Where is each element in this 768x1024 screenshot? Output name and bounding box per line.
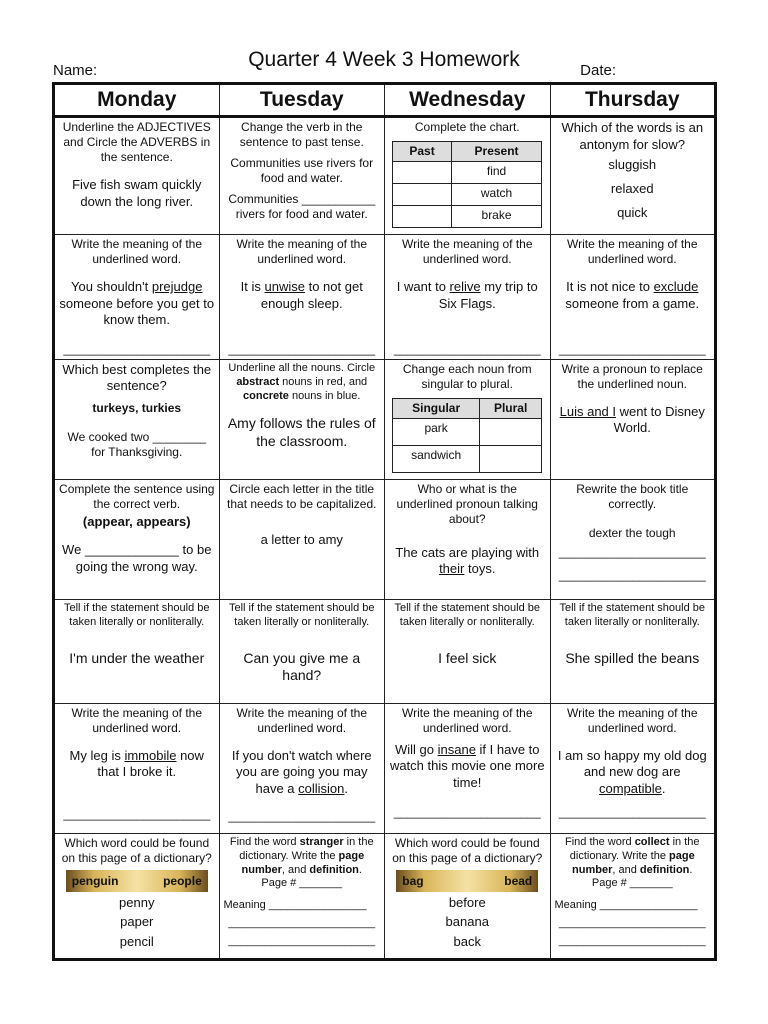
instruction: Who or what is the underlined pronoun talking about? [396,482,538,526]
answer-line[interactable]: ________________________ [558,916,706,929]
cell-mon-6 [54,704,220,834]
option: penny [119,895,155,910]
statement: I feel sick [438,649,497,666]
instruction: Change each noun from singular to plural. [402,362,532,391]
cell-wed-3 [385,360,551,480]
cell-mon-5 [54,600,220,704]
guide-word: people [163,874,202,888]
cell-thu-3 [550,360,716,480]
book-title: dexter the tough [588,526,676,540]
day-header-row [54,84,716,117]
instruction: Change the verb in the sentence to past tense. [239,120,364,150]
cell-thu-6 [550,704,716,834]
underlined-word: insane [437,742,476,757]
cell-wed-6 [385,704,551,834]
guide-word: penguin [71,874,119,888]
option: pencil [119,933,154,949]
option: back [453,933,481,949]
option: paper [120,914,154,930]
underlined-word: compatible [599,780,662,796]
answer-line[interactable]: ________________________ [228,934,376,947]
cell-tue-5 [219,600,385,704]
day-monday: Monday [54,84,220,117]
chart-cell: watch [451,184,541,206]
instruction: Write the meaning of the underlined word. [71,706,203,735]
task-row-4 [54,480,716,600]
instruction: Which of the words is an antonym for slow? [561,120,704,152]
option: sluggish [608,156,657,172]
day-tuesday: Tuesday [219,84,385,117]
answer-line[interactable]: ________________________ [228,916,376,929]
instruction: Rewrite the book title correctly. [576,482,689,511]
sentence: I am so happy my old dog and new dog are compatible. [557,748,707,796]
sentence: It is unwise to not get enough sleep. [240,279,363,311]
answer-line[interactable]: ______________________ [63,806,211,821]
cell-tue-1 [219,117,385,235]
instruction: Tell if the statement should be taken literally or nonliterally. [559,602,706,628]
answer-line[interactable]: ________________________ [558,934,706,947]
instruction: Which word could be found on this page of a dictionary? [61,836,212,865]
underlined-word: prejudge [151,279,203,295]
cell-tue-6 [219,704,385,834]
sentence: Amy follows the rules of the classroom. [227,415,376,449]
answer-cell[interactable] [480,446,542,473]
cell-wed-2 [385,235,551,360]
answer-line[interactable]: ______________________ [393,804,541,819]
task-row-2 [54,235,716,360]
sentence: We _____________ to be going the wrong way. [62,542,212,574]
statement: Can you give me a hand? [243,649,361,683]
option: banana [445,914,489,930]
task-row-1 [54,117,716,235]
page-header [52,44,716,84]
cell-tue-7 [219,834,385,960]
answer-line[interactable]: ______________________ [558,341,706,356]
instruction: Circle each letter in the title that needs to be capitalized. [227,482,377,511]
chart-header: Present [451,142,541,162]
name-label: Name: [53,62,98,79]
instruction: Underline all the nouns. Circle abstract nouns in red, and concrete nouns in blue. [228,362,376,402]
homework-grid [52,82,717,961]
cell-mon-1 [54,117,220,235]
sentence: If you don't watch where you are going you may have a collision. [231,748,372,796]
cell-tue-3 [219,360,385,480]
choices: turkeys, turkies [92,400,182,415]
cell-wed-1 [385,117,551,235]
underlined-word: collision [298,780,345,796]
answer-line[interactable]: ______________________ [228,341,376,356]
answer-cell[interactable] [480,419,542,446]
answer-line[interactable]: ______________________ [63,342,211,356]
sentence: We cooked two ________ for Thanksgiving. [67,429,207,459]
sentence: Will go insane if I have to watch this movie one more time! [389,742,545,790]
underlined-word: their [439,561,465,577]
cell-tue-2 [219,235,385,360]
guide-word: bag [402,874,424,888]
answer-blank: Communities ___________ rivers for food and water. [228,192,376,222]
cell-tue-4 [219,480,385,600]
sentence: You shouldn't prejudge someone before you get to know them. [59,279,215,327]
underlined-word: relive [449,279,481,295]
cell-thu-1 [550,117,716,235]
cell-wed-4 [385,480,551,600]
sentence: I want to relive my trip to Six Flags. [396,279,538,311]
cell-mon-3 [54,360,220,480]
cell-wed-7 [385,834,551,960]
instruction: Write the meaning of the underlined word. [236,237,368,267]
sentence: Communities use rivers for food and water. [230,156,374,186]
meaning-line[interactable]: Meaning ________________ [554,899,698,911]
task-row-7 [54,834,716,960]
page-title: Quarter 4 Week 3 Homework [248,48,520,71]
answer-line[interactable]: ______________________ [393,341,541,356]
instruction: Write the meaning of the underlined word. [401,237,533,267]
guide-word: bead [504,874,533,888]
instruction: Which best completes the sentence? [62,362,212,394]
answer-line[interactable]: ______________________ [558,804,706,819]
page-line[interactable]: Page # _______ [591,877,673,890]
page-line[interactable]: Page # _______ [261,877,343,890]
cell-thu-4 [550,480,716,600]
sentence: It is not nice to exclude someone from a game. [565,279,700,311]
chart-header: Past [393,142,452,162]
instruction: Underline the ADJECTIVES and Circle the ADVERBS in the sentence. [62,120,211,165]
underlined-word: exclude [653,279,699,295]
day-thursday: Thursday [550,84,716,117]
instruction: Tell if the statement should be taken literally or nonliterally. [394,602,541,628]
day-wednesday: Wednesday [385,84,551,117]
meaning-line[interactable]: Meaning ________________ [223,899,367,911]
task-row-3 [54,360,716,480]
cell-thu-2 [550,235,716,360]
answer-cell[interactable] [393,206,452,228]
task-row-5 [54,600,716,704]
underlined-word: unwise [264,279,305,295]
guide-words-banner [66,870,208,892]
noun-chart [392,398,542,473]
instruction: Complete the sentence using the correct verb. [59,482,215,511]
chart-header: Singular [393,399,480,419]
cell-mon-7 [54,834,220,960]
answer-line[interactable]: ______________________ [558,545,706,559]
instruction: Find the word stranger in the dictionary. Write the page number, and definition. [229,836,374,876]
instruction: Complete the chart. [414,120,520,135]
date-label: Date: [580,62,616,79]
underlined-word: Luis and I [559,404,616,419]
answer-line[interactable]: ______________________ [558,568,706,582]
sentence: Five fish swam quickly down the long river. [72,177,202,209]
guide-words-banner [396,870,538,892]
chart-cell: park [393,419,480,446]
choices: (appear, appears) [82,514,191,529]
answer-cell[interactable] [393,184,452,206]
verb-chart [392,141,542,228]
option: quick [617,205,648,221]
answer-cell[interactable] [393,162,452,184]
cell-thu-5 [550,600,716,704]
option: before [448,895,486,910]
option: relaxed [610,181,654,196]
chart-header: Plural [480,399,542,419]
statement: She spilled the beans [565,649,700,666]
instruction: Which word could be found on this page of a dictionary? [392,836,543,865]
statement: I'm under the weather [69,649,205,666]
sentence: Luis and I went to Disney World. [559,404,705,436]
book-title: a letter to amy [260,532,343,547]
sentence: My leg is immobile now that I broke it. [69,748,204,780]
underlined-word: immobile [124,748,177,763]
chart-cell: brake [451,206,541,228]
task-row-6 [54,704,716,834]
instruction: Write the meaning of the underlined word. [71,237,203,267]
instruction: Tell if the statement should be taken literally or nonliterally. [63,602,210,628]
sentence: The cats are playing with their toys. [395,545,540,577]
instruction: Find the word collect in the dictionary. Write the page number, and definition. [564,836,700,876]
instruction: Write a pronoun to replace the underlined noun. [561,362,703,391]
cell-wed-5 [385,600,551,704]
cell-mon-2 [54,235,220,360]
cell-mon-4 [54,480,220,600]
chart-cell: sandwich [393,446,480,473]
instruction: Write the meaning of the underlined word. [566,237,698,267]
answer-line[interactable]: ______________________ [228,808,376,823]
instruction: Write the meaning of the underlined word. [236,706,368,735]
instruction: Tell if the statement should be taken literally or nonliterally. [228,602,375,628]
chart-cell: find [451,162,541,184]
instruction: Write the meaning of the underlined word. [566,706,698,735]
instruction: Write the meaning of the underlined word. [401,706,533,735]
cell-thu-7 [550,834,716,960]
